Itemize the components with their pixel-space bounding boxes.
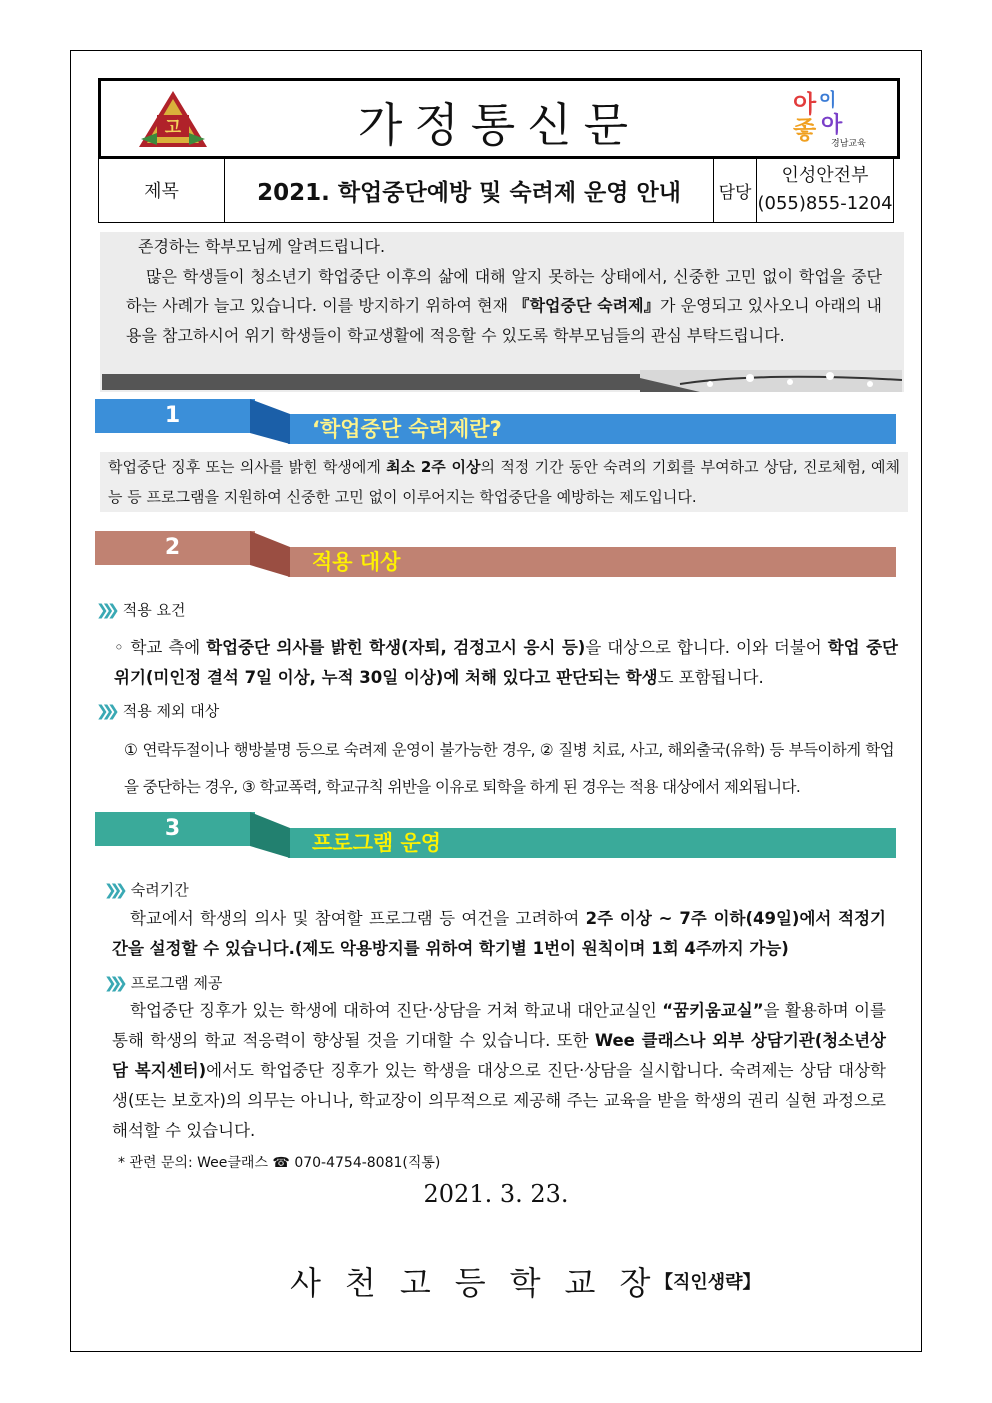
sub-excl <box>96 700 219 721</box>
sub-apply-req <box>96 599 185 620</box>
svg-text:아: 아 <box>821 113 843 138</box>
program-text <box>112 996 886 1146</box>
req-d: 학업 중단 위기(미인정 결석 7일 이상, 누적 30일 이상)에 처해 있다고 판단되는 학생 <box>114 638 898 687</box>
dept-phone: (055)855-1204 <box>757 193 893 214</box>
sub-program-label: 프로그램 제공 <box>130 974 223 992</box>
svg-text:경남교육: 경남교육 <box>831 139 866 148</box>
s1-text-a: 학업중단 징후 또는 의사를 밝힌 학생에게 <box>108 458 387 476</box>
apply-req-text <box>114 633 898 693</box>
svg-text:좋: 좋 <box>793 116 817 144</box>
intro-highlight: 『학업중단 숙려제』 <box>513 296 660 315</box>
sub-program <box>104 972 222 993</box>
req-c: 을 대상으로 합니다. 이와 더불어 <box>585 638 828 657</box>
section-1-text <box>108 452 900 512</box>
section-2-number: 2 <box>164 535 181 560</box>
period-a: 학교에서 학생의 의사 및 참여할 프로그램 등 여건을 고려하여 <box>130 909 586 928</box>
chevron-icon: ❯❯❯ <box>96 601 113 619</box>
section-3-number: 3 <box>164 816 181 841</box>
svg-text:이: 이 <box>819 90 837 111</box>
svg-text:고: 고 <box>164 118 182 138</box>
chevron-icon: ❯❯❯ <box>104 974 121 992</box>
intro-text-1: 많은 학생들이 청소년기 학업중단 이후의 삶에 대해 알지 못하는 상태에서, 신중한 고민 없이 학업을 중단하는 사례가 늘고 있습니다. 이를 방지하기 위하여 현재 <box>126 266 882 315</box>
svg-text:아: 아 <box>793 90 817 118</box>
chevron-icon: ❯❯❯ <box>104 881 121 899</box>
s1-emphasis: 최소 2주 이상 <box>386 458 481 476</box>
s1-text-c: 의 적정 기간 동안 숙려의 기회를 부여하고 상담, 진로체험, 예체능 등 프로그램을 지원하여 신중한 고민 없이 이루어지는 학업중단을 예방하는 제도입니다. <box>108 458 900 506</box>
req-e: 도 포함됩니다. <box>657 668 764 687</box>
issue-date: 2021. 3. 23. <box>423 1180 569 1208</box>
req-a: ◦ 학교 측에 <box>114 638 207 657</box>
owner-info <box>757 158 894 223</box>
section-1-box <box>100 452 908 512</box>
intro-body <box>126 262 882 351</box>
section-3-connector <box>250 812 290 858</box>
subject-label: 제목 <box>99 158 225 223</box>
section-1-number: 1 <box>164 403 181 428</box>
sub-apply-req-label: 적용 요건 <box>122 601 186 619</box>
intro-band <box>102 374 647 390</box>
blossom-branch-image <box>640 370 902 392</box>
sub-excl-label: 적용 제외 대상 <box>122 702 220 720</box>
intro-box <box>100 232 904 392</box>
excl-text: ① 연락두절이나 행방불명 등으로 숙려제 운영이 불가능한 경우, ② 질병 치료, 사고, 해외출국(유학) 등 부득이하게 학업을 중단하는 경우, ③ 학교폭력, 학교규칙 위반을 이유로 퇴학을 하게 된 경우는 적용 대상에서 제외됩니다. <box>124 741 894 796</box>
period-b: 2주 이상 ~ 7주 이하(49일)에서 적정기간을 설정할 수 있습니다.(제도 악용방지를 위하여 학기별 1번이 원칙이며 1회 4주까지 가능) <box>112 909 886 958</box>
section-1-title: ‘학업중단 숙려제란? <box>312 417 502 441</box>
prog-a: 학업중단 징후가 있는 학생에 대하여 진단·상담을 거쳐 학교내 대안교실인 <box>130 1001 663 1020</box>
period-text <box>112 904 886 964</box>
intro-text-2: 가 운영되고 있사오니 아래의 내용을 참고하시어 위기 학생들이 학교생활에 적응할 수 있도록 학부모님들의 관심 부탁드립니다. <box>126 296 883 345</box>
section-3-title: 프로그램 운영 <box>312 831 442 855</box>
prog-c: 을 활용하며 이를 통해 학생의 학교 적응력이 향상될 것을 기대할 수 있습니다. 또한 <box>112 1001 886 1050</box>
contact-note: * 관련 문의: Wee클래스 ☎ 070-4754-8081(직통) <box>118 1155 441 1171</box>
owner-label: 담당 <box>714 158 757 223</box>
chevron-icon: ❯❯❯ <box>96 702 113 720</box>
section-1-connector <box>250 399 290 444</box>
req-b: 학업중단 의사를 밝힌 학생(자퇴, 검정고시 응시 등) <box>206 638 586 657</box>
prog-e: 에서도 학업중단 징후가 있는 학생을 대상으로 진단·상담을 실시합니다. 숙려제는 상담 대상학생(또는 보호자)의 의무는 아니나, 학교장이 의무적으로 제공해 주는 교육을 받을 학생의 권리 실현 과정으로 해석할 수 있습니다. <box>112 1061 886 1140</box>
prog-d: Wee 클래스나 외부 상담기관(청소년상담 복지센터) <box>112 1031 886 1080</box>
sub-period <box>104 879 189 900</box>
section-2-title: 적용 대상 <box>312 550 401 574</box>
signer-name: 사천고등학교장 <box>290 1264 675 1302</box>
section-2-connector <box>250 531 290 577</box>
header-box <box>98 78 900 159</box>
brand-logo-icon <box>791 86 871 148</box>
intro-greeting: 존경하는 학부모님께 알려드립니다. <box>138 237 386 256</box>
seal-note: 【직인생략】 <box>655 1272 761 1293</box>
sub-period-label: 숙려기간 <box>130 881 189 899</box>
doc-title: 가정통신문 <box>357 98 641 152</box>
subject-table <box>98 157 894 223</box>
subject-title: 2021. 학업중단예방 및 숙려제 운영 안내 <box>225 158 714 223</box>
prog-b: “꿈키움교실” <box>662 1001 764 1020</box>
dept-name: 인성안전부 <box>781 165 869 186</box>
